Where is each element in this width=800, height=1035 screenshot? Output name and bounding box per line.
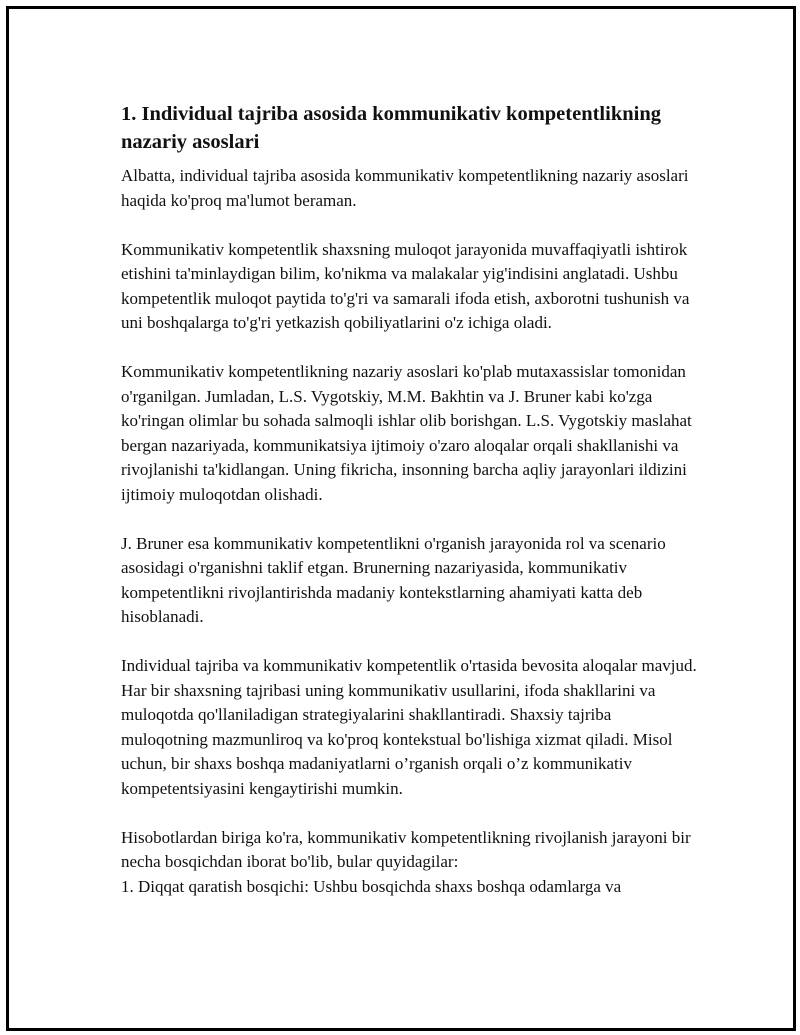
paragraph-theorists: Kommunikativ kompetentlikning nazariy asoslari ko'plab mutaxassislar tomonidan o'rganilgan. Jumladan, L.S. Vygotskiy, M.M. Bakhtin va J. Bruner kabi ko'zga ko'ringan olimlar bu sohada salmoqli ishlar olib borishgan. L.S. Vygotskiy maslahat bergan nazariyada, kommunikatsiya ijtimoiy o'zaro aloqalar orqali shakllanishi va rivojlanishi ta'kidlangan. Uning fikricha, insonning barcha aqliy jarayonlari ildizini ijtimoiy muloqotdan olishadi.	[121, 362, 692, 504]
page-frame	[6, 6, 796, 1031]
paragraph-individual-experience: Individual tajriba va kommunikativ kompetentlik o'rtasida bevosita aloqalar mavjud. Har bir shaxsning tajribasi uning kommunikativ usullarini, ifoda shakllarini va muloqotda qo'llaniladigan strategiyalarini shakllantiradi. Shaxsiy tajriba muloqotning mazmunliroq va ko'proq kontekstual bo'lishiga xizmat qiladi. Misol uchun, bir shaxs boshqa madaniyatlarni o’rganish orqali o’z kommunikativ kompetentsiyasini kengaytirishi mumkin.	[121, 656, 697, 798]
list-item: 1. Diqqat qaratish bosqichi: Ushbu bosqichda shaxs boshqa odamlarga va	[121, 876, 622, 896]
paragraph-stages-intro: Hisobotlardan biriga ko'ra, kommunikativ kompetentlikning rivojlanish jarayoni bir necha bosqichdan iborat bo'lib, bular quyidagilar:	[121, 827, 691, 871]
paragraph-bruner: J. Bruner esa kommunikativ kompetentlikni o'rganish jarayonida rol va scenario asosidagi o'rganishni taklif etgan. Brunerning nazariyasida, kommunikativ kompetentlikni rivojlantirishda madaniy kontekstlarning ahamiyati katta deb hisoblanadi.	[121, 533, 666, 626]
paragraph-intro: Albatta, individual tajriba asosida kommunikativ kompetentlikning nazariy asoslari haqida ko'proq ma'lumot beraman.	[121, 166, 689, 210]
document-body	[121, 100, 701, 899]
section-heading: 1. Individual tajriba asosida kommunikativ kompetentlikning nazariy asoslari	[121, 103, 661, 153]
paragraph-definition: Kommunikativ kompetentlik shaxsning muloqot jarayonida muvaffaqiyatli ishtirok etishini ta'minlaydigan bilim, ko'nikma va malakalar yig'indisini anglatadi. Ushbu kompetentlik muloqot paytida to'g'ri va samarali ifoda etish, axborotni tushunish va uni boshqalarga to'g'ri yetkazish qobiliyatlarini o'z ichiga oladi.	[121, 239, 690, 332]
